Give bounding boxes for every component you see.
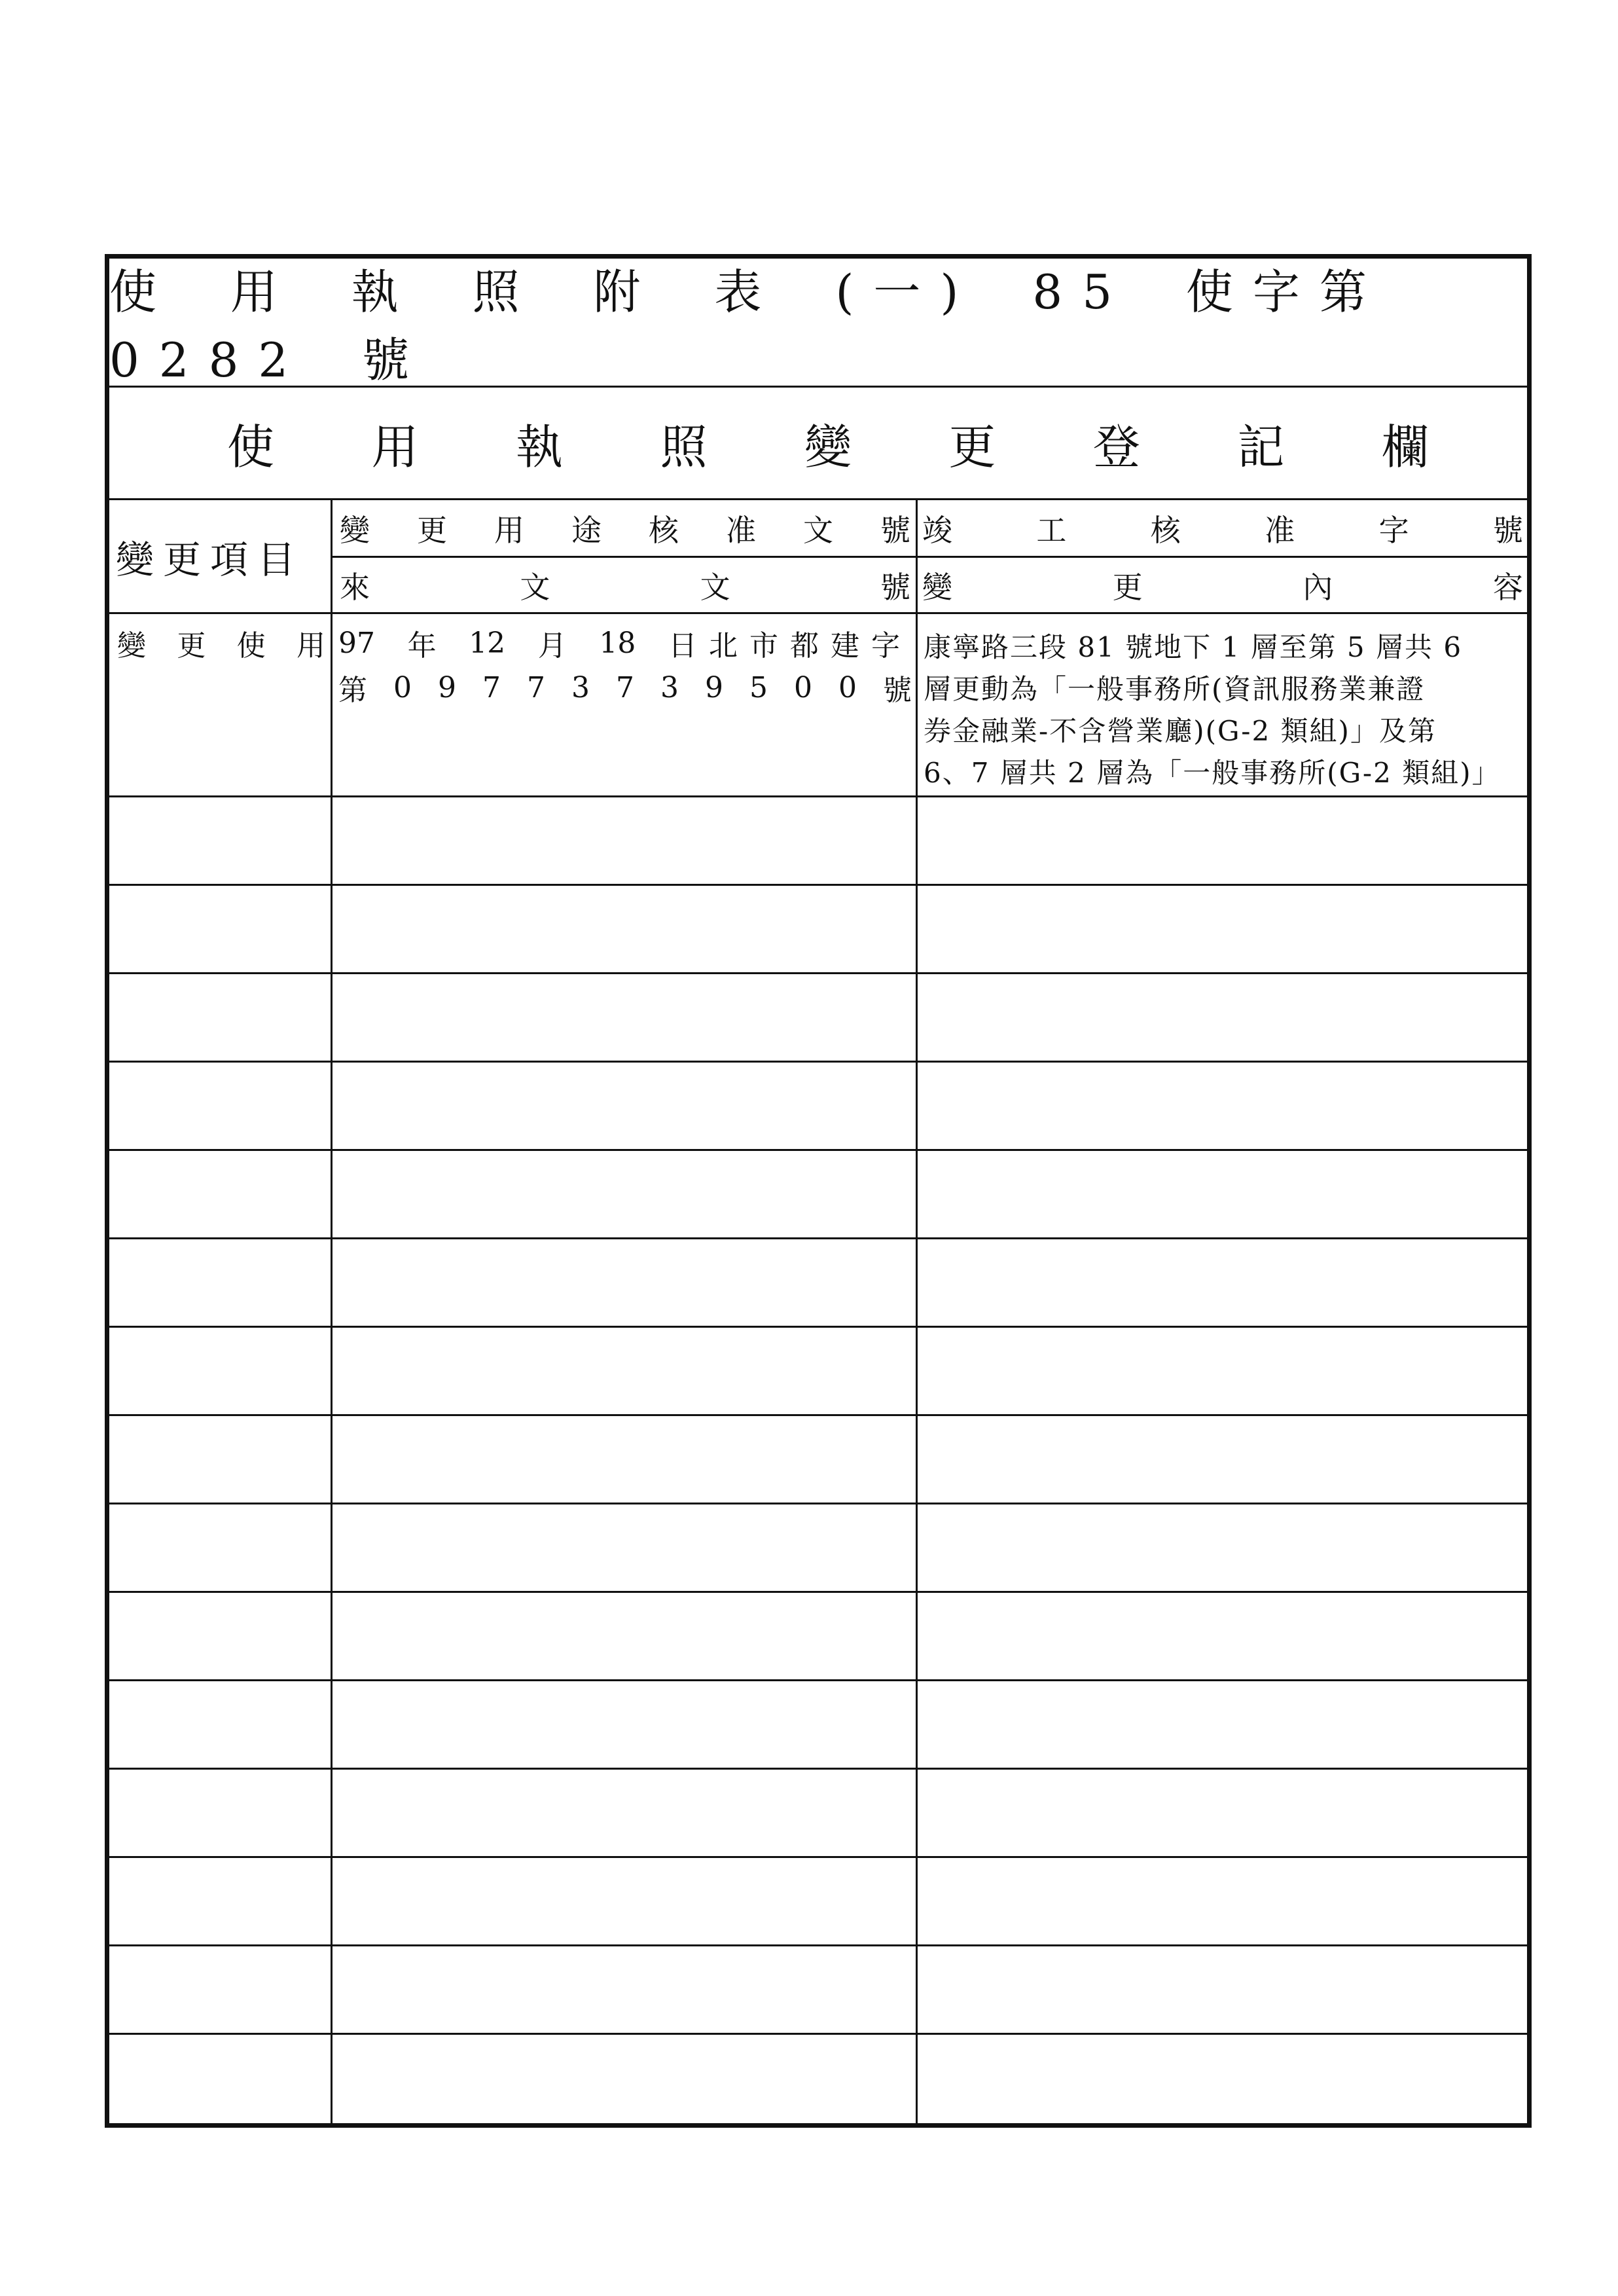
approval-doc-header-char: 核 (649, 512, 679, 548)
table-row (109, 1946, 1527, 2035)
entry-approval-number (338, 668, 912, 707)
table-row (109, 886, 1527, 974)
register-header-char: 變 (804, 419, 852, 475)
item-column-header: 變更項目 (116, 537, 305, 582)
table-row (109, 1239, 1527, 1328)
entry-approval-part: 0 (393, 670, 412, 704)
entry-approval-part: 7 (527, 670, 545, 704)
entry-approval-part: 3 (571, 670, 590, 704)
entry-approval-part: 年 (407, 629, 437, 663)
entry-item-char: 使 (236, 629, 266, 663)
entry-approval-part: 7 (616, 670, 634, 704)
entry-approval-part: 5 (749, 670, 768, 704)
approval-doc-header-char: 號 (880, 512, 910, 548)
register-header-row (109, 388, 1527, 500)
entry-approval-date (338, 623, 912, 663)
completion-header-char: 竣 (922, 512, 952, 548)
register-header-char: 記 (1237, 419, 1285, 475)
table-row (109, 974, 1527, 1063)
approval-doc-header-char: 文 (803, 512, 833, 548)
table-row (109, 1151, 1527, 1239)
incoming-doc-header-char: 文 (520, 570, 550, 605)
content-header-char: 內 (1303, 570, 1333, 605)
register-header (227, 388, 1429, 498)
register-header-char: 照 (660, 419, 708, 475)
register-header-char: 使 (227, 419, 275, 475)
form-title-row (109, 259, 1527, 388)
table-row (109, 614, 1527, 797)
completion-header-char: 工 (1036, 512, 1067, 548)
entry-approval-part: 0 (794, 670, 812, 704)
entry-approval-part: 97 (338, 626, 375, 660)
entry-approval-part: 號 (883, 674, 912, 707)
entry-content-line: 層更動為「一般事務所(資訊服務業兼證 (924, 673, 1426, 705)
entry-approval-part: 12 (469, 626, 506, 660)
content-header-char: 變 (922, 570, 952, 605)
column-header-row (109, 500, 1527, 614)
approval-doc-header (340, 500, 910, 556)
entry-item-char: 變 (117, 629, 146, 663)
table-row (109, 1681, 1527, 1770)
usage-license-attachment-form (105, 254, 1532, 2128)
completion-header-char: 字 (1378, 512, 1409, 548)
approval-doc-header-char: 變 (340, 512, 370, 548)
entry-content-line: 6、7 層共 2 層為「一般事務所(G-2 類組)」 (924, 757, 1501, 789)
incoming-doc-header (340, 558, 910, 613)
content-header-char: 容 (1492, 570, 1523, 605)
content-header-char: 更 (1112, 570, 1143, 605)
entry-approval-part: 3 (660, 670, 679, 704)
entry-approval-part: 日北市都建字 (668, 629, 912, 663)
entry-approval-part: 第 (338, 674, 367, 707)
register-header-char: 更 (948, 419, 996, 475)
table-row (109, 1770, 1527, 1858)
entry-item-char: 更 (177, 629, 206, 663)
entry-approval-part: 月 (537, 629, 567, 663)
register-header-char: 用 (371, 419, 419, 475)
completion-header-char: 准 (1265, 512, 1295, 548)
entry-item (117, 623, 325, 663)
entry-approval-part: 9 (438, 670, 456, 704)
completion-header-char: 核 (1150, 512, 1181, 548)
approval-doc-header-char: 更 (417, 512, 447, 548)
form-title: 使 用 執 照 附 表 (一) 85 使字第 0282 號 (109, 264, 1386, 388)
table-row (109, 1063, 1527, 1151)
table-row (109, 797, 1527, 886)
register-header-char: 欄 (1381, 419, 1429, 475)
approval-doc-header-char: 准 (726, 512, 756, 548)
approval-doc-header-char: 途 (571, 512, 602, 548)
register-header-char: 執 (515, 419, 563, 475)
incoming-doc-header-char: 文 (700, 570, 730, 605)
table-row (109, 1416, 1527, 1504)
change-content-header (922, 558, 1523, 613)
entry-content-line: 康寧路三段 81 號地下 1 層至第 5 層共 6 (924, 631, 1463, 663)
approval-doc-header-char: 用 (494, 512, 524, 548)
table-row (109, 1858, 1527, 1946)
table-row (109, 1593, 1527, 1681)
entry-approval-part: 9 (705, 670, 723, 704)
completion-approval-header (922, 500, 1523, 556)
entry-approval-part: 7 (482, 670, 501, 704)
incoming-doc-header-char: 來 (340, 570, 370, 605)
table-row (109, 2035, 1527, 2123)
entry-item-char: 用 (296, 629, 325, 663)
completion-header-char: 號 (1492, 512, 1523, 548)
table-row (109, 1504, 1527, 1593)
register-header-char: 登 (1092, 419, 1140, 475)
table-row (109, 1328, 1527, 1416)
entry-approval-part: 0 (838, 670, 857, 704)
entry-approval-part: 18 (599, 626, 636, 660)
entry-content-line: 券金融業-不含營業廳)(G-2 類組)」及第 (924, 715, 1437, 747)
incoming-doc-header-char: 號 (880, 570, 910, 605)
